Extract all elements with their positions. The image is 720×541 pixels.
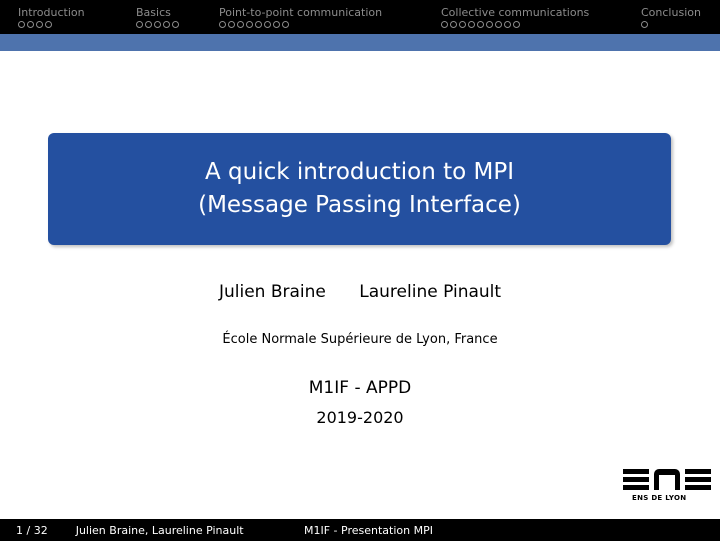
nav-dot[interactable] (282, 21, 289, 28)
nav-dot[interactable] (145, 21, 152, 28)
nav-dots-point-to-point[interactable] (219, 21, 289, 29)
nav-section-collective[interactable]: Collective communications (441, 6, 590, 19)
nav-section-introduction[interactable]: Introduction (18, 6, 85, 19)
ens-logo-icon (621, 467, 713, 509)
nav-dot[interactable] (264, 21, 271, 28)
nav-section-conclusion[interactable]: Conclusion (641, 6, 701, 19)
nav-dot[interactable] (273, 21, 280, 28)
nav-dot[interactable] (163, 21, 170, 28)
nav-dot[interactable] (459, 21, 466, 28)
nav-dots-collective[interactable] (441, 21, 520, 29)
nav-dot[interactable] (495, 21, 502, 28)
nav-section-point-to-point[interactable]: Point-to-point communication (219, 6, 383, 19)
nav-dot[interactable] (486, 21, 493, 28)
footer-right (288, 519, 720, 541)
accent-bar (0, 34, 720, 51)
nav-dot[interactable] (504, 21, 511, 28)
nav-dot[interactable] (513, 21, 520, 28)
author-second: Laureline Pinault (359, 282, 502, 302)
nav-dot[interactable] (172, 21, 179, 28)
nav-dot[interactable] (255, 21, 262, 28)
nav-dots-introduction[interactable] (18, 21, 52, 29)
author-first: Julien Braine (218, 282, 326, 302)
nav-dots-basics[interactable] (136, 21, 179, 29)
nav-dots-conclusion[interactable] (641, 21, 648, 29)
nav-dot[interactable] (468, 21, 475, 28)
nav-dot[interactable] (228, 21, 235, 28)
nav-dot[interactable] (154, 21, 161, 28)
footer-left (0, 519, 288, 541)
nav-dot[interactable] (136, 21, 143, 28)
nav-dot[interactable] (45, 21, 52, 28)
title-line-1: A quick introduction to MPI (205, 159, 514, 185)
top-navigation (0, 0, 720, 34)
logo-text: ENS DE LYON (632, 494, 687, 502)
footer (0, 519, 720, 541)
nav-dot[interactable] (641, 21, 648, 28)
nav-dot[interactable] (36, 21, 43, 28)
footer-title: M1IF - Presentation MPI (304, 523, 433, 537)
year: 2019-2020 (316, 408, 404, 427)
title-block (48, 133, 671, 245)
nav-dot[interactable] (450, 21, 457, 28)
footer-authors: Julien Braine, Laureline Pinault (75, 523, 244, 537)
nav-dot[interactable] (246, 21, 253, 28)
nav-dot[interactable] (237, 21, 244, 28)
nav-dot[interactable] (441, 21, 448, 28)
nav-dot[interactable] (27, 21, 34, 28)
nav-section-basics[interactable]: Basics (136, 6, 171, 19)
authors (0, 282, 720, 302)
nav-dot[interactable] (477, 21, 484, 28)
nav-dot[interactable] (18, 21, 25, 28)
page-number: 1 / 32 (16, 523, 48, 537)
title-line-2: (Message Passing Interface) (198, 192, 521, 218)
institute: École Normale Supérieure de Lyon, France (222, 332, 498, 347)
nav-dot[interactable] (219, 21, 226, 28)
course: M1IF - APPD (308, 378, 412, 398)
